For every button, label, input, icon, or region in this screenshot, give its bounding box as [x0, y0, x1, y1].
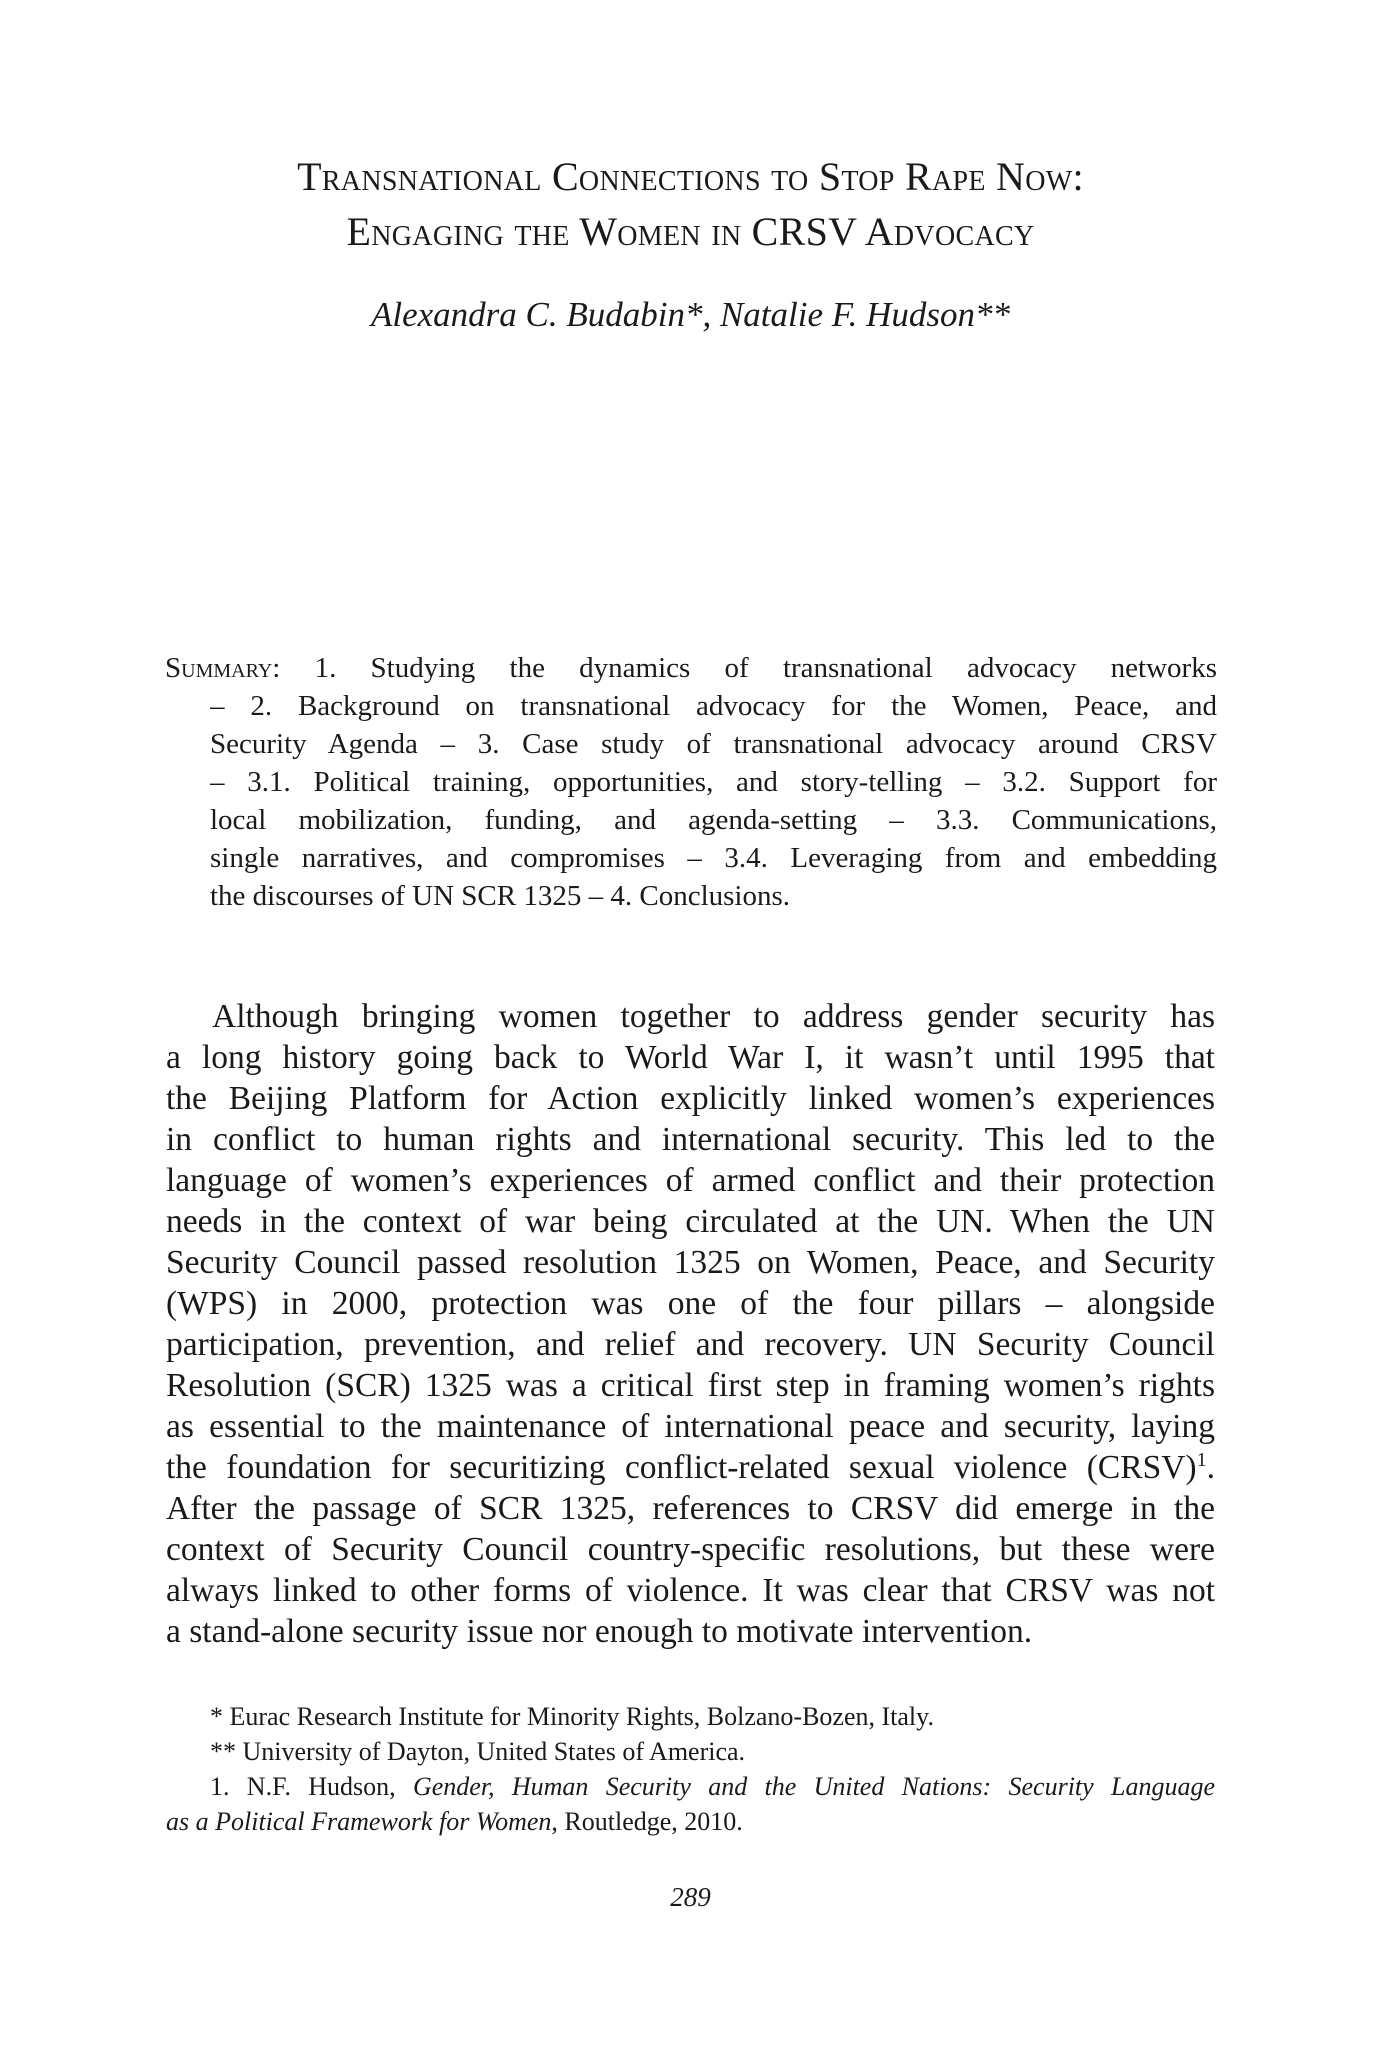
summary-line: – 3.1. Political training, opportunities, and story-telling – 3.2. Support for — [210, 766, 1217, 798]
body-line: After the passage of SCR 1325, references to CRSV did emerge in the — [166, 1490, 1215, 1527]
body-line: language of women’s experiences of armed conflict and their protection — [166, 1162, 1215, 1199]
body-line: as essential to the maintenance of international peace and security, laying — [166, 1408, 1215, 1445]
body-line: the Beijing Platform for Action explicitly linked women’s experiences — [166, 1080, 1215, 1117]
body-text: the foundation for securitizing conflict-related sexual violence (CRSV) — [166, 1449, 1197, 1486]
title-text: Transnational Connections to Stop Rape Now: — [297, 154, 1084, 199]
summary-line: – 2. Background on transnational advocacy for the Women, Peace, and — [210, 690, 1217, 722]
footnote-1-cont — [166, 1807, 743, 1837]
footnote-1-title: Gender, Human Security and the United Nations: Security Language — [412, 1772, 1215, 1801]
summary-line — [165, 652, 1217, 685]
footnote-1 — [210, 1772, 1215, 1802]
body-line: Security Council passed resolution 1325 on Women, Peace, and Security — [166, 1244, 1215, 1281]
page-number: 289 — [670, 1882, 711, 1912]
article-title-line-1 — [0, 153, 1381, 200]
summary-line: the discourses of UN SCR 1325 – 4. Conclusions. — [210, 880, 790, 912]
article-title-line-2 — [0, 208, 1381, 255]
footnote-1-author: 1. N.F. Hudson, — [210, 1772, 413, 1801]
summary-line: single narratives, and compromises – 3.4. Leveraging from and embedding — [210, 842, 1217, 874]
body-line: Although bringing women together to address gender security has — [212, 998, 1215, 1035]
body-line: in conflict to human rights and international security. This led to the — [166, 1121, 1215, 1158]
body-line: Resolution (SCR) 1325 was a critical first step in framing women’s rights — [166, 1367, 1215, 1404]
authors: Alexandra C. Budabin*, Natalie F. Hudson** — [370, 295, 1011, 334]
body-line: context of Security Council country-specific resolutions, but these were — [166, 1531, 1215, 1568]
body-line: participation, prevention, and relief and recovery. UN Security Council — [166, 1326, 1215, 1363]
body-line: needs in the context of war being circulated at the UN. When the UN — [166, 1203, 1215, 1240]
body-line — [166, 1449, 1215, 1487]
body-line: always linked to other forms of violence. It was clear that CRSV was not — [166, 1572, 1215, 1609]
footnote-affiliation-2: ** University of Dayton, United States of America. — [210, 1737, 746, 1766]
summary-line: local mobilization, funding, and agenda-setting – 3.3. Communications, — [210, 804, 1217, 836]
summary-line: Security Agenda – 3. Case study of transnational advocacy around CRSV — [210, 728, 1217, 760]
body-line: a stand-alone security issue nor enough to motivate intervention. — [166, 1613, 1033, 1650]
title-text: Engaging the Women in CRSV Advocacy — [346, 209, 1035, 254]
period: . — [1206, 1449, 1215, 1486]
summary-text: 1. Studying the dynamics of transnational advocacy networks — [314, 652, 1217, 684]
footnote-affiliation-1: * Eurac Research Institute for Minority Rights, Bolzano-Bozen, Italy. — [210, 1702, 934, 1731]
summary-label: Summary: — [165, 652, 281, 684]
footnote-1-title-cont: as a Political Framework for Women — [166, 1807, 552, 1836]
body-line: a long history going back to World War I, it wasn’t until 1995 that — [166, 1039, 1215, 1076]
footnote-ref-1[interactable]: 1 — [1196, 1449, 1207, 1471]
footnote-1-publisher: , Routledge, 2010. — [551, 1807, 743, 1836]
body-line: (WPS) in 2000, protection was one of the four pillars – alongside — [166, 1285, 1215, 1322]
